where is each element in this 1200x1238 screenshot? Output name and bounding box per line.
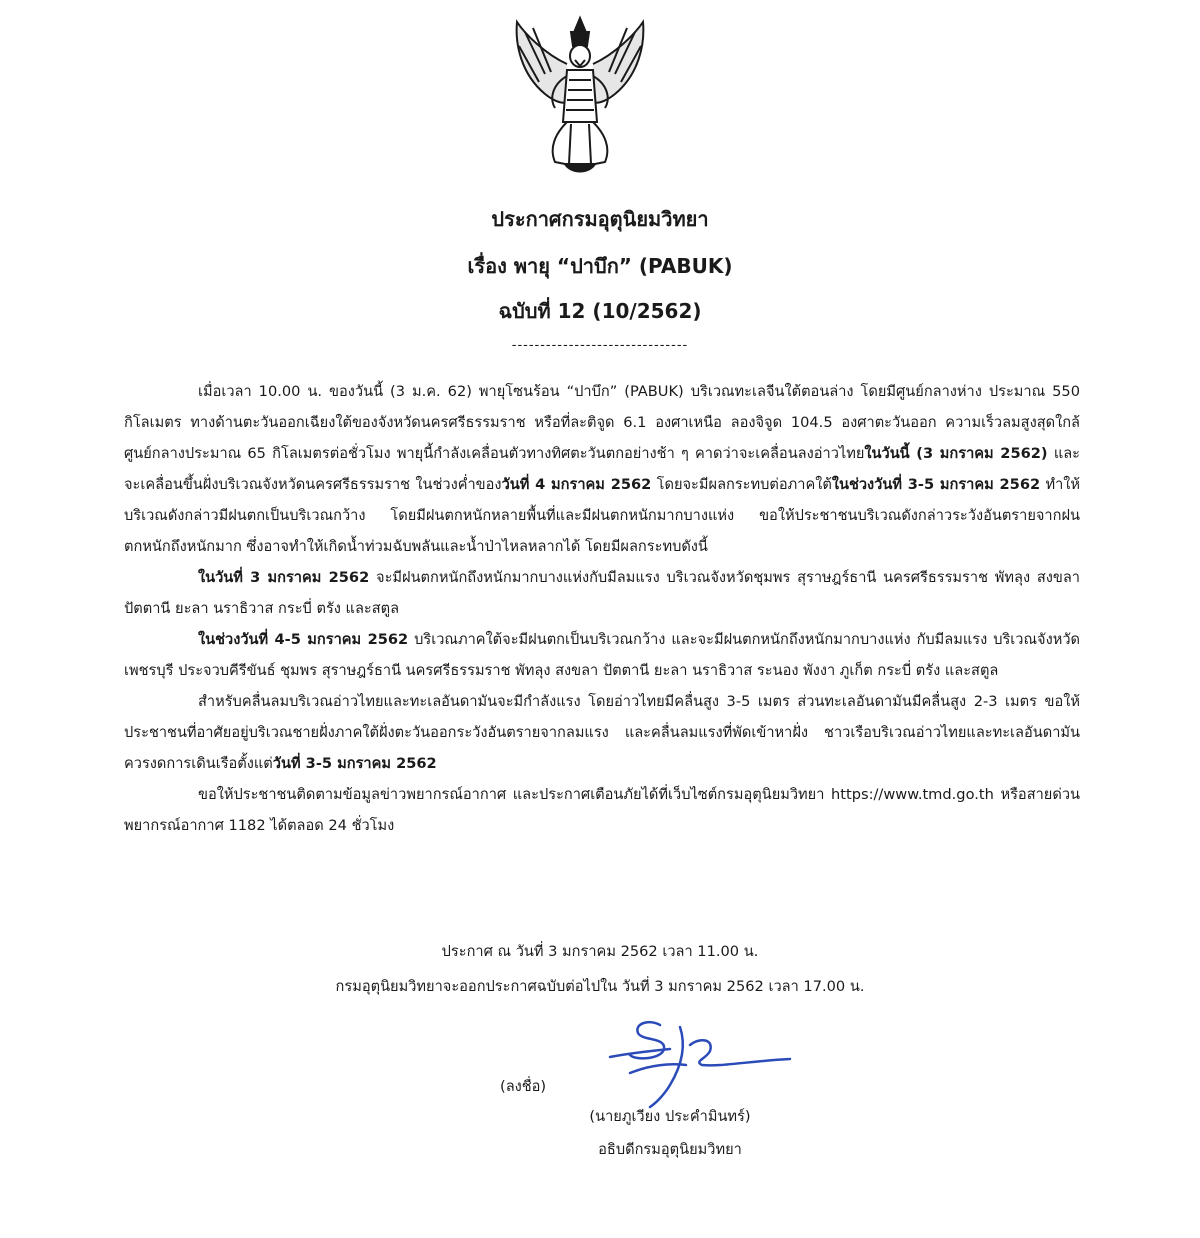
handwritten-signature [590, 1015, 810, 1115]
separator: ------------------------------- [511, 338, 689, 353]
p4-bold-date: วันที่ 3-5 มกราคม 2562 [272, 755, 437, 772]
paragraph-waves [124, 686, 1080, 779]
announcement-subject: เรื่อง พายุ “ปาบึก” (PABUK) [467, 254, 733, 278]
p1-bold-jan3-5: ในช่วงวันที่ 3-5 มกราคม 2562 [831, 476, 1041, 493]
garuda-emblem-icon [505, 14, 655, 179]
paragraph-jan4-5-impact [124, 624, 1080, 686]
paragraph-storm-position [124, 376, 1080, 562]
paragraph-contact [124, 779, 1080, 841]
p3-bold-date: ในช่วงวันที่ 4-5 มกราคม 2562 [198, 631, 409, 648]
p1-bold-today: ในวันนี้ (3 มกราคม 2562) [864, 445, 1048, 462]
p5-text: ขอให้ประชาชนติดตามข้อมูลข่าวพยากรณ์อากาศ และประกาศเตือนภัยได้ที่เว็บไซต์กรมอุตุนิยมวิทยา https://www.tmd.go.th หรือสายด่วนพยากรณ์อากาศ 1182 ได้ตลอด 24 ชั่วโมง [124, 786, 1080, 834]
agency-title: ประกาศกรมอุตุนิยมวิทยา [491, 207, 709, 231]
p1-text-g: ทำให้บริเวณดังกล่าวมีฝนตกเป็นบริเวณกว้าง โดยมีฝนตกหนักหลายพื้นที่และมีฝนตกหนักมากบางแห่ง ขอให้ประชาชนบริเวณดังกล่าวระวังอันตรายจากฝนตกหนักถึงหนักมาก ซึ่งอาจทำให้เกิดน้ำท่วมฉับพลันและน้ำป่าไหลหลากได้ โดยมีผลกระทบดังนี้ [124, 476, 1081, 555]
announcement-body [124, 376, 1080, 841]
p3-text: บริเวณภาคใต้จะมีฝนตกเป็นบริเวณกว้าง และจะมีฝนตกหนักถึงหนักมากบางแห่ง กับมีลมแรง บริเวณจังหวัดเพชรบุรี ประจวบคีรีขันธ์ ชุมพร สุราษฎร์ธานี นครศรีธรรมราช พัทลุง สงขลา ปัตตานี ยะลา นราธิวาส ระนอง พังงา ภูเก็ต กระบี่ ตรัง และสตูล [124, 631, 1080, 679]
issued-datetime: ประกาศ ณ วันที่ 3 มกราคม 2562 เวลา 11.00 น. [441, 943, 759, 960]
p4-text: สำหรับคลื่นลมบริเวณอ่าวไทยและทะเลอันดามันจะมีกำลังแรง โดยอ่าวไทยมีคลื่นสูง 3-5 เมตร ส่วนทะเลอันดามันมีคลื่นสูง 2-3 เมตร ขอให้ประชาชนที่อาศัยอยู่บริเวณชายฝั่งภาคใต้ฝั่งตะวันออกระวังอันตรายจากลมแรง และคลื่นลมแรงที่พัดเข้าหาฝั่ง ชาวเรือบริเวณอ่าวไทยและทะเลอันดามันควรงดการเดินเรือตั้งแต่ [124, 693, 1080, 772]
issue-number: ฉบับที่ 12 (10/2562) [498, 299, 702, 323]
paragraph-jan3-impact [124, 562, 1080, 624]
signer-title: อธิบดีกรมอุตุนิยมวิทยา [598, 1141, 742, 1158]
p1-text-a: เมื่อเวลา 10.00 น. ของวันนี้ (3 ม.ค. 62) พายุโซนร้อน “ปาบึก” (PABUK) บริเวณทะเลจีนใต้ตอนล่าง โดยมีศูนย์กลางห่าง ประมาณ 550 กิโลเมตร ทางด้านตะวันออกเฉียงใต้ของจังหวัดนครศรีธรรมราช หรือที่ละติจูด 6.1 องศาเหนือ ลองจิจูด 104.5 องศาตะวันออก ความเร็วลมสูงสุดใกล้ศูนย์กลางประมาณ 65 กิโลเมตรต่อชั่วโมง พายุนี้กำลังเคลื่อนตัวทางทิศตะวันตกอย่างช้า ๆ คาดว่าจะเคลื่อนลงอ่าวไทย [124, 383, 1080, 462]
p2-bold-date: ในวันที่ 3 มกราคม 2562 [198, 569, 370, 586]
p1-bold-jan4: วันที่ 4 มกราคม 2562 [501, 476, 652, 493]
p1-text-e: โดยจะมีผลกระทบต่อภาคใต้ [651, 476, 832, 493]
signer-name: (นายภูเวียง ประคำมินทร์) [589, 1108, 751, 1125]
p2-text: จะมีฝนตกหนักถึงหนักมากบางแห่งกับมีลมแรง บริเวณจังหวัดชุมพร สุราษฎร์ธานี นครศรีธรรมราช พัทลุง สงขลา ปัตตานี ยะลา นราธิวาส กระบี่ ตรัง และสตูล [124, 569, 1080, 617]
next-issue-notice: กรมอุตุนิยมวิทยาจะออกประกาศฉบับต่อไปใน วันที่ 3 มกราคม 2562 เวลา 17.00 น. [335, 978, 865, 995]
signature-label: (ลงชื่อ) [500, 1078, 547, 1095]
p1-text-c: และจะเคลื่อนขึ้นฝั่งบริเวณจังหวัดนครศรีธรรมราช ในช่วงค่ำของ [124, 445, 1081, 493]
